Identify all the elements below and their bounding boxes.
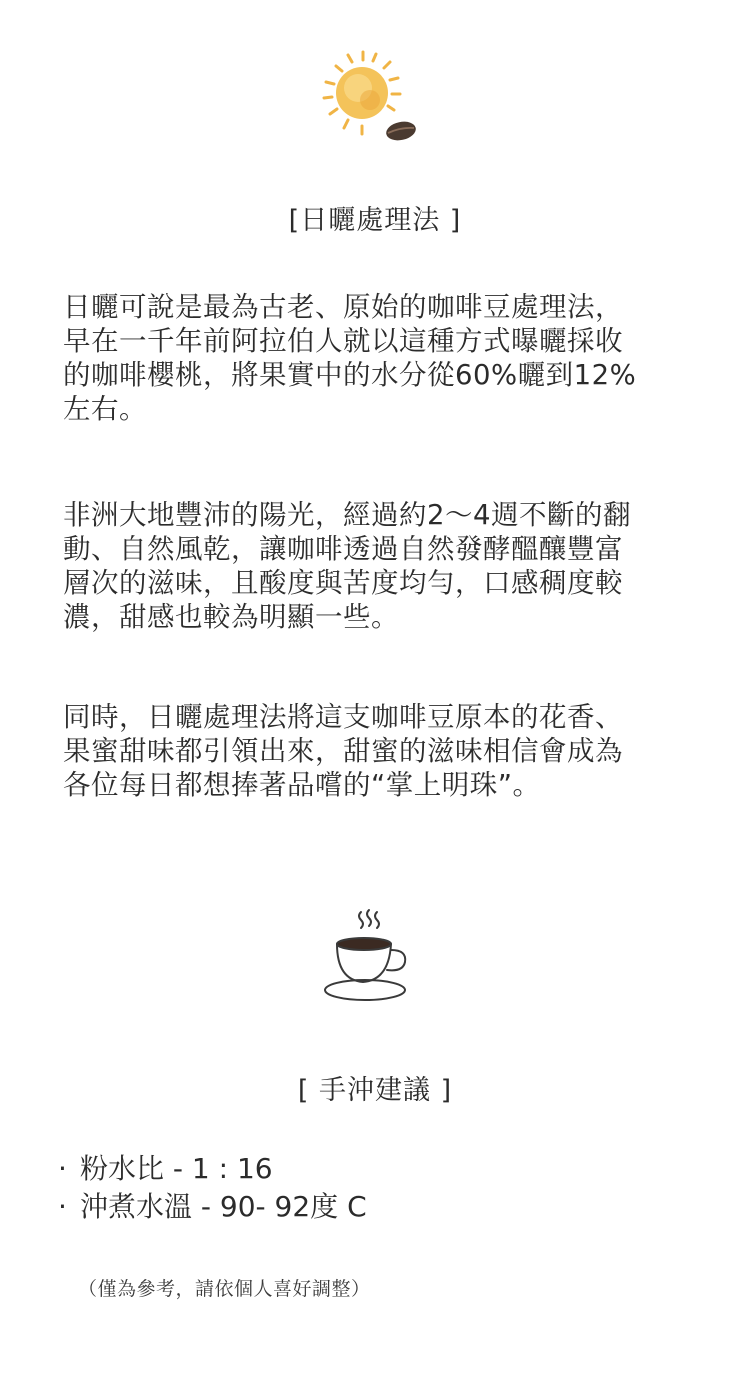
coffee-cup-icon — [323, 908, 415, 1006]
sun-with-coffee-bean-icon — [318, 48, 418, 148]
list-item — [58, 1188, 367, 1226]
paragraph-flavor: 同時，日曬處理法將這支咖啡豆原本的花香、 果蜜甜味都引領出來，甜蜜的滋味相信會成為 各位每日都想捧著品嚐的“掌上明珠”。 — [63, 701, 623, 801]
bullet: · — [58, 1190, 67, 1223]
section-title-brew-suggestion: [ 手沖建議 ] — [297, 1075, 453, 1106]
list-item — [58, 1150, 367, 1188]
section-title-sun-dried: [日曬處理法 ] — [288, 205, 462, 236]
water-temp-text: 沖煮水溫 - 90- 92度 C — [80, 1190, 367, 1223]
reference-note: （僅為參考，請依個人喜好調整） — [78, 1278, 371, 1300]
bullet: · — [58, 1152, 67, 1185]
paragraph-sunlight: 非洲大地豐沛的陽光，經過約2～4週不斷的翻 動、自然風乾，讓咖啡透過自然發酵醞釀豐富 層次的滋味，且酸度與苦度均勻，口感稠度較 濃，甜感也較為明顯一些。 — [63, 499, 631, 633]
paragraph-intro: 日曬可說是最為古老、原始的咖啡豆處理法， 早在一千年前阿拉伯人就以這種方式曝曬採收 的咖啡櫻桃，將果實中的水分從60%曬到12% 左右。 — [63, 291, 637, 425]
ratio-text: 粉水比 - 1 : 16 — [80, 1152, 273, 1185]
brew-suggestion-list — [58, 1150, 367, 1226]
